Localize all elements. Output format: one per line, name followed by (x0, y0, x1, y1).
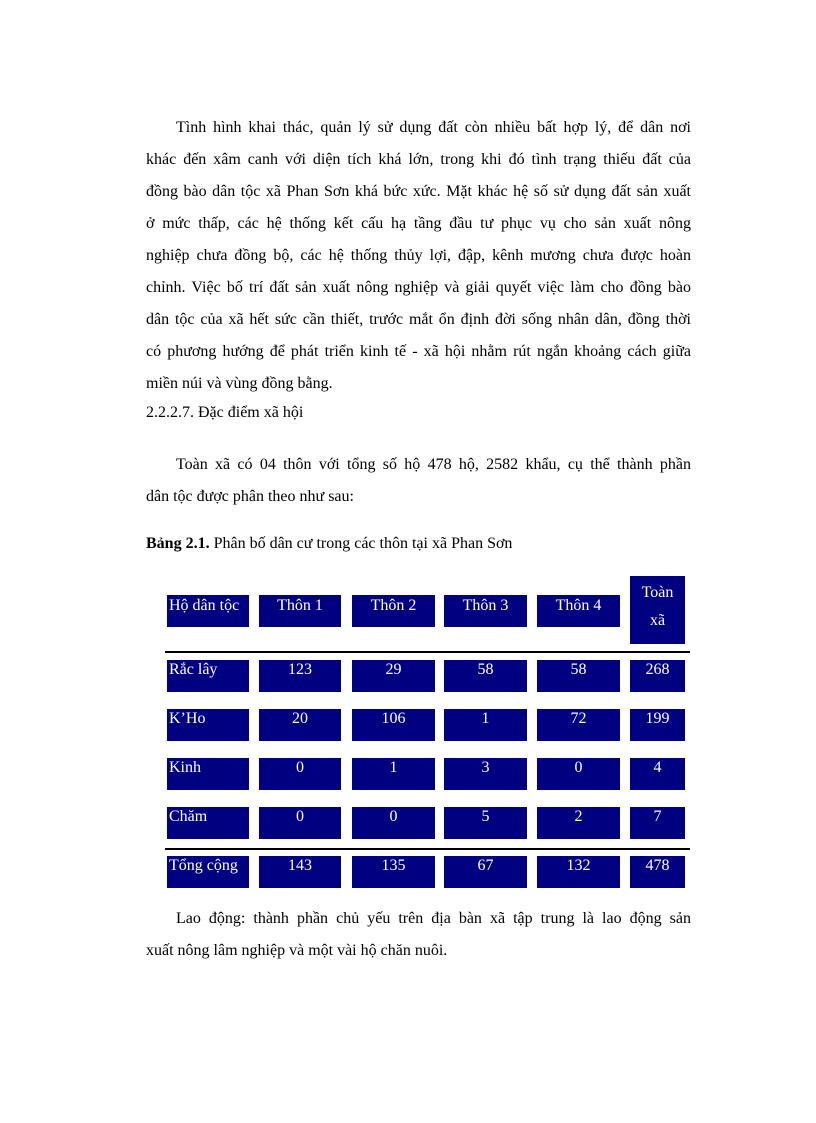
table-cell: Rắc lây (167, 660, 249, 692)
text-line: dân tộc được phân theo như sau: (146, 488, 354, 505)
table-total-cell: 143 (259, 856, 341, 888)
table-total-cell: 132 (537, 856, 620, 888)
paragraph-labor (146, 903, 691, 967)
table-cell: 0 (259, 807, 341, 839)
text-line: Toàn xã có 04 thôn với tổng số hộ 478 hộ, 2582 khẩu, cụ thể thành phần (176, 456, 691, 473)
table-cell: 3 (444, 758, 527, 790)
text-line: dân tộc của xã hết sức cần thiết, trước mắt ổn định đời sống nhân dân, đồng thời (146, 311, 691, 328)
table-header-line: xã (649, 612, 666, 629)
text-line: ở mức thấp, các hệ thống kết cấu hạ tầng đầu tư phục vụ cho sản xuất nông (146, 215, 691, 232)
text-line: nghiệp chưa đồng bộ, các hệ thống thủy lợi, đập, kênh mương chưa được hoàn (146, 247, 691, 264)
table-header-cell: Thôn 2 (352, 595, 435, 627)
table-caption (146, 528, 691, 560)
table-rule (165, 651, 690, 653)
table-cell: 7 (630, 807, 685, 839)
text-line: khác đến xâm canh với diện tích khá lớn, trong khi đó tình trạng thiếu đất của (146, 151, 691, 168)
table-cell: 20 (259, 709, 341, 741)
table-total-cell: 135 (352, 856, 435, 888)
table-cell: 72 (537, 709, 620, 741)
table-cell: 123 (259, 660, 341, 692)
table-cell: 0 (352, 807, 435, 839)
table-cell: 5 (444, 807, 527, 839)
table-cell: 0 (259, 758, 341, 790)
table-total-cell: 67 (444, 856, 527, 888)
text-line: đồng bào dân tộc xã Phan Sơn khá bức xức. Mặt khác hệ số sử dụng đất sản xuất (146, 183, 691, 200)
table-total-cell: Tổng cộng (167, 856, 249, 888)
table-header-line: Toàn (641, 584, 674, 601)
table-cell: 268 (630, 660, 685, 692)
table-cell: 58 (444, 660, 527, 692)
section-heading (146, 397, 691, 429)
table-cell: 1 (444, 709, 527, 741)
section-heading-text: 2.2.2.7. Đặc điểm xã hội (146, 404, 304, 421)
table-header-cell: Thôn 4 (537, 595, 620, 627)
text-line: Tình hình khai thác, quản lý sử dụng đất còn nhiều bất hợp lý, để dân nơi (176, 119, 691, 136)
table-caption-label: Bảng 2.1. (146, 535, 210, 552)
table-cell: 29 (352, 660, 435, 692)
table-header-cell: Thôn 3 (444, 595, 527, 627)
paragraph-population (146, 449, 691, 513)
table-cell: Chăm (167, 807, 249, 839)
paragraph-land-use (146, 112, 691, 400)
table-cell: 199 (630, 709, 685, 741)
text-line: miền núi và vùng đồng bằng. (146, 375, 333, 392)
table-header-cell: Thôn 1 (259, 595, 341, 627)
table-cell: 1 (352, 758, 435, 790)
text-line: có phương hướng để phát triển kinh tế - xã hội nhằm rút ngắn khoảng cách giữa (146, 343, 691, 360)
table-caption-text: Phân bố dân cư trong các thôn tại xã Phan Sơn (209, 535, 513, 552)
table-header-cell (630, 576, 685, 644)
text-line: xuất nông lâm nghiệp và một vài hộ chăn nuôi. (146, 942, 448, 959)
table-cell: 2 (537, 807, 620, 839)
table-cell: 4 (630, 758, 685, 790)
table-cell: 0 (537, 758, 620, 790)
table-cell: Kinh (167, 758, 249, 790)
table-cell: 106 (352, 709, 435, 741)
table-caption-line (146, 528, 691, 560)
table-total-cell: 478 (630, 856, 685, 888)
table-rule (165, 848, 690, 850)
text-line: Lao động: thành phần chủ yếu trên địa bàn xã tập trung là lao động sản (176, 910, 691, 927)
table-cell: 58 (537, 660, 620, 692)
text-line: chỉnh. Việc bố trí đất sản xuất nông nghiệp và giải quyết việc làm cho đồng bào (146, 279, 691, 296)
table-cell: K’Ho (167, 709, 249, 741)
table-header-cell: Hộ dân tộc (167, 595, 249, 627)
